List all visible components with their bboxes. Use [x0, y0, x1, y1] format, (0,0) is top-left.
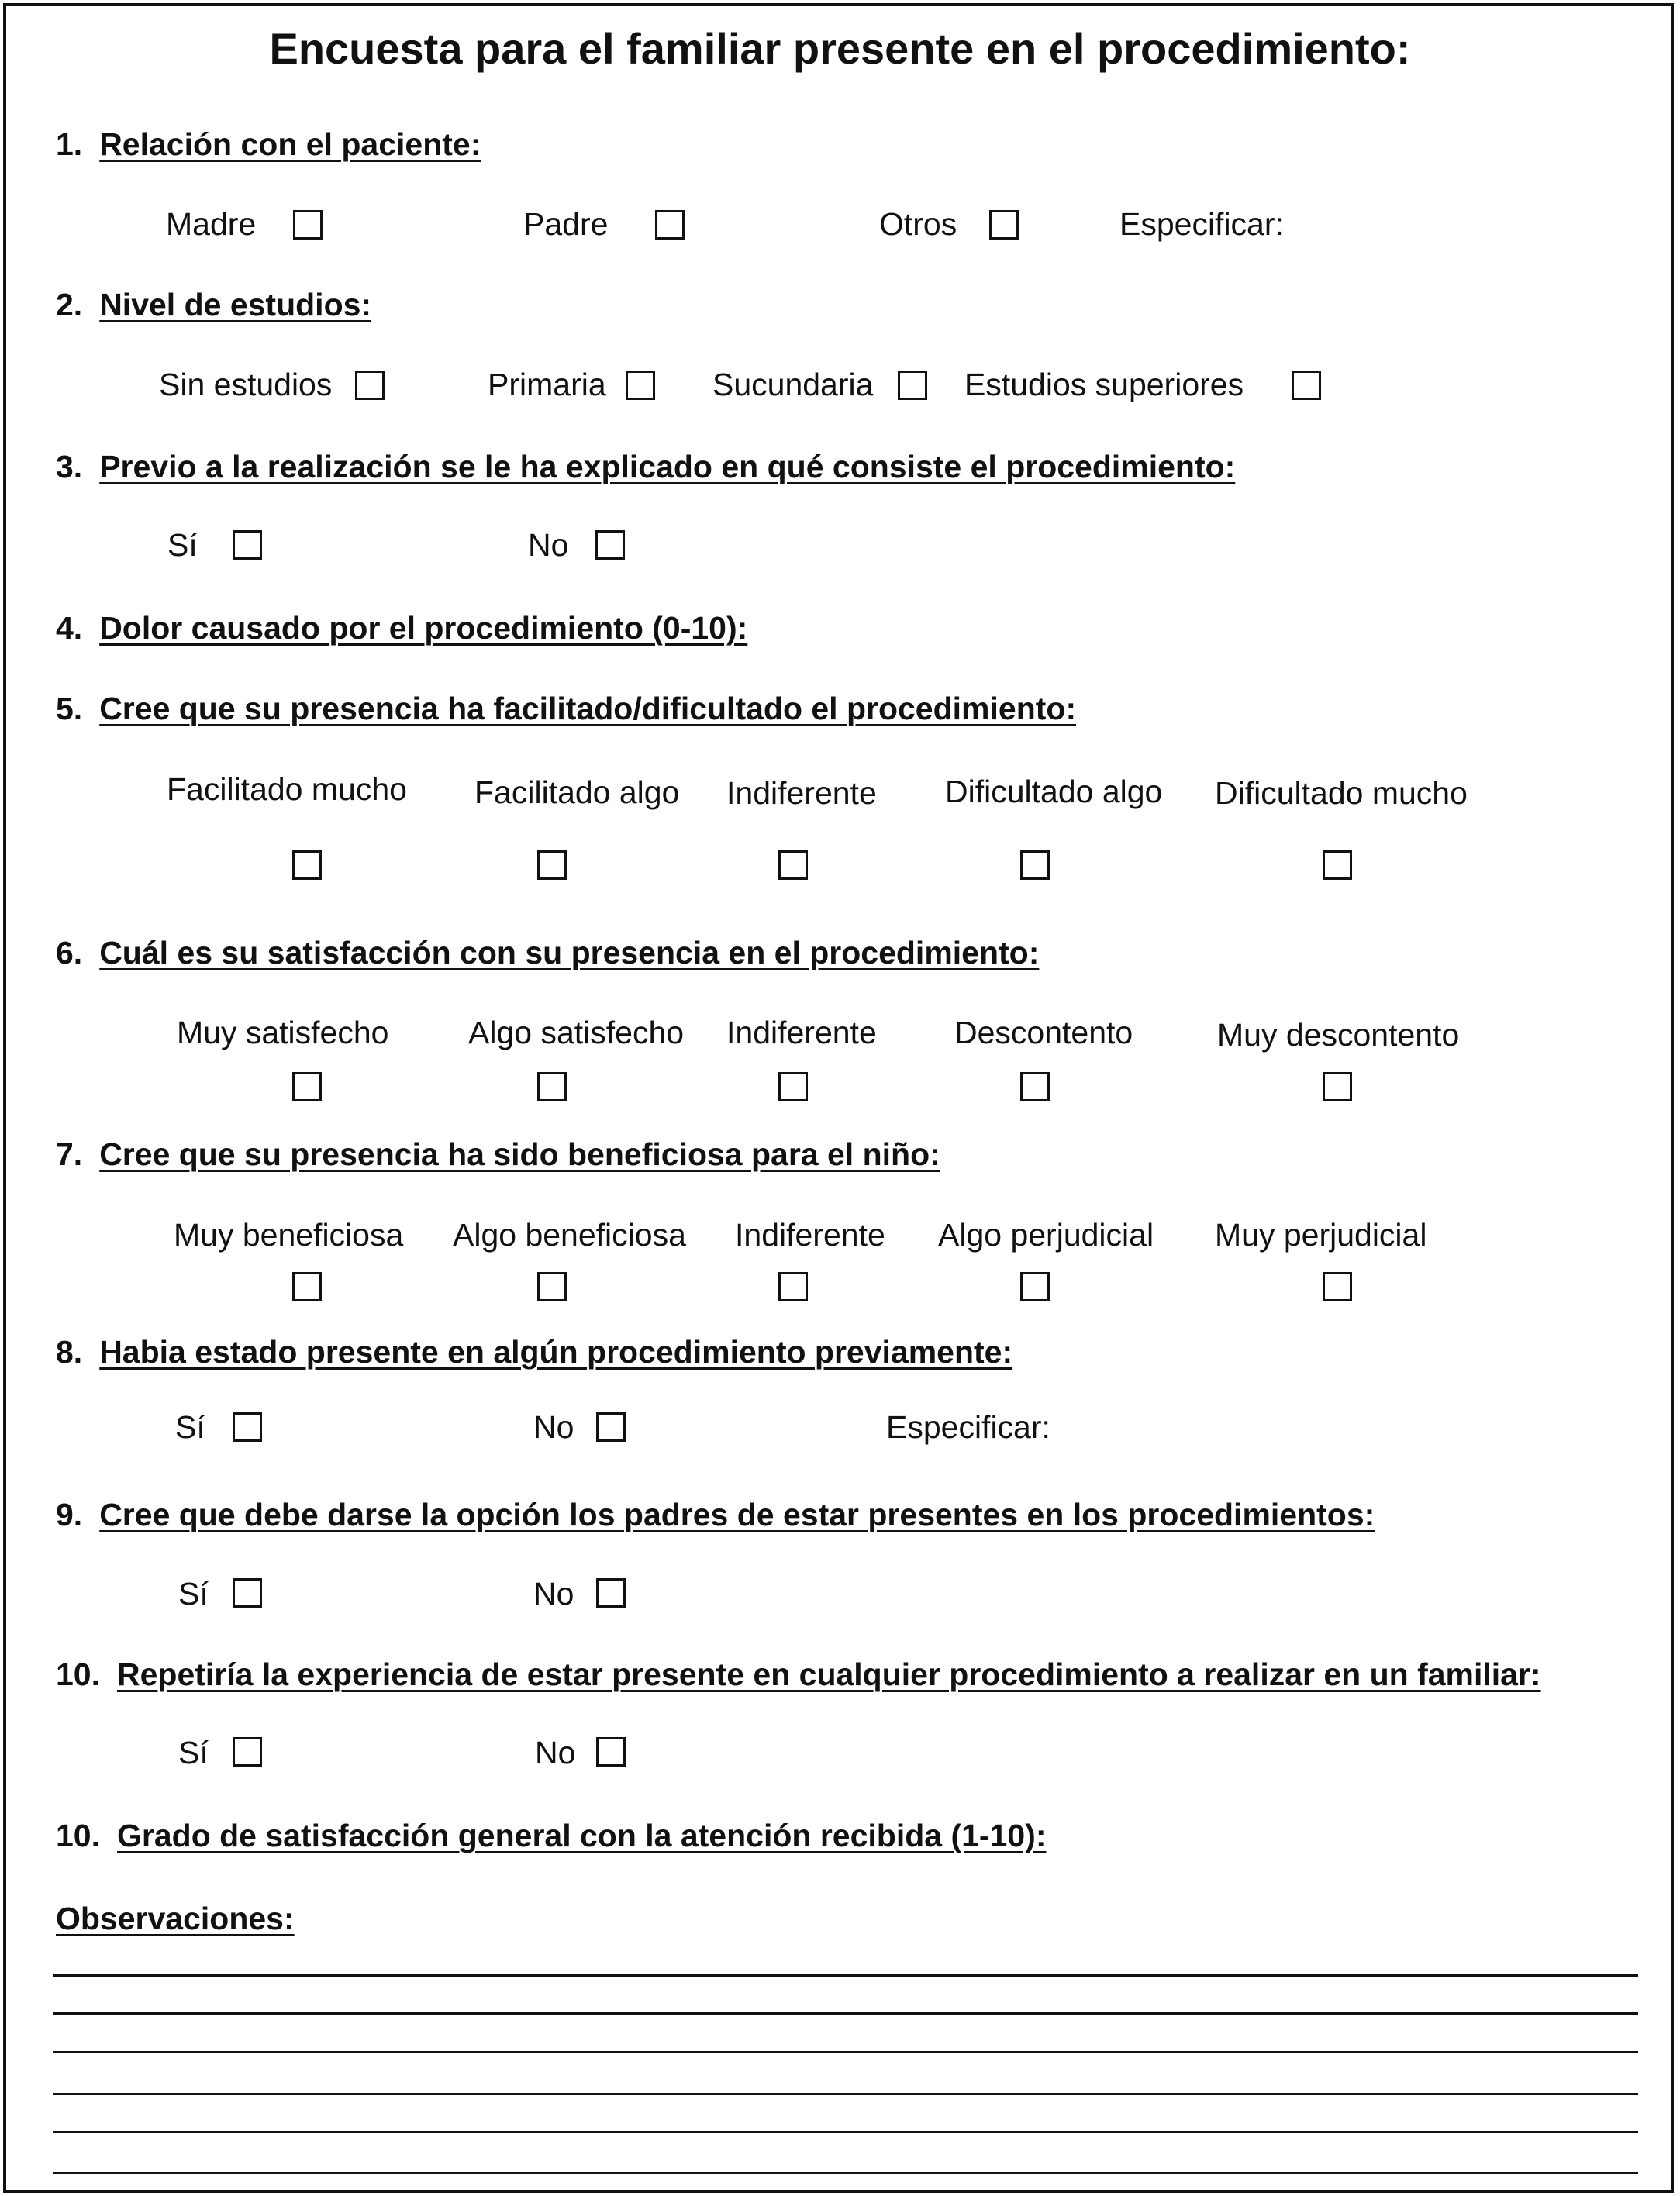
- option-indiferente-label: Indiferente: [726, 1015, 877, 1050]
- option-no-label: No: [535, 1735, 576, 1770]
- option-primaria-label: Primaria: [488, 367, 606, 402]
- question-number: 5.: [56, 691, 83, 726]
- specify-label: Especificar:: [1119, 206, 1284, 242]
- dificultado-mucho-checkbox[interactable]: [1323, 850, 1352, 880]
- question-9: [56, 1497, 1375, 1533]
- facilitado-algo-checkbox[interactable]: [537, 850, 567, 880]
- option-sin-estudios-label: Sin estudios: [159, 367, 333, 402]
- option-algo-perjudicial-label: Algo perjudicial: [938, 1217, 1154, 1253]
- question-3: [56, 449, 1235, 485]
- option-muy-perjudicial-label: Muy perjudicial: [1215, 1217, 1427, 1253]
- si-checkbox[interactable]: [233, 1578, 262, 1608]
- no-checkbox[interactable]: [596, 1737, 626, 1767]
- muy-satisfecho-checkbox[interactable]: [292, 1072, 322, 1101]
- observation-line[interactable]: [53, 2172, 1638, 2174]
- question-text: Habia estado presente en algún procedimiento previamente:: [99, 1334, 1013, 1370]
- indiferente-checkbox[interactable]: [778, 1072, 808, 1101]
- question-6: [56, 935, 1039, 971]
- observations-heading: [56, 1901, 295, 1937]
- dificultado-algo-checkbox[interactable]: [1020, 850, 1050, 880]
- option-si-label: Sí: [167, 527, 198, 563]
- form-border: [3, 3, 1674, 2193]
- option-estudios-superiores-label: Estudios superiores: [964, 367, 1244, 402]
- question-number: 8.: [56, 1334, 83, 1370]
- madre-checkbox[interactable]: [293, 210, 323, 240]
- option-otros-label: Otros: [879, 206, 957, 242]
- si-checkbox[interactable]: [233, 530, 262, 560]
- observation-line[interactable]: [53, 2012, 1638, 2015]
- primaria-checkbox[interactable]: [626, 371, 655, 400]
- padre-checkbox[interactable]: [655, 210, 685, 240]
- question-number: 7.: [56, 1136, 83, 1172]
- option-muy-satisfecho-label: Muy satisfecho: [177, 1015, 389, 1050]
- option-no-label: No: [533, 1576, 574, 1612]
- si-checkbox[interactable]: [233, 1412, 262, 1442]
- muy-beneficiosa-checkbox[interactable]: [292, 1272, 322, 1301]
- si-checkbox[interactable]: [233, 1737, 262, 1767]
- question-10: [56, 1656, 1541, 1693]
- question-7: [56, 1136, 940, 1173]
- muy-descontento-checkbox[interactable]: [1323, 1072, 1352, 1101]
- option-algo-satisfecho-label: Algo satisfecho: [468, 1015, 685, 1050]
- question-number: 4.: [56, 610, 83, 646]
- observation-line[interactable]: [53, 1974, 1638, 1977]
- indiferente-checkbox[interactable]: [778, 850, 808, 880]
- option-no-label: No: [528, 527, 569, 563]
- question-text: Cree que debe darse la opción los padres de estar presentes en los procedimientos:: [99, 1497, 1375, 1532]
- question-text: Cree que su presencia ha facilitado/dificultado el procedimiento:: [99, 691, 1077, 726]
- question-4: [56, 610, 747, 646]
- otros-checkbox[interactable]: [989, 210, 1019, 240]
- question-11: [56, 1818, 1046, 1854]
- form-title: Encuesta para el familiar presente en el procedimiento:: [269, 24, 1411, 73]
- facilitado-mucho-checkbox[interactable]: [292, 850, 322, 880]
- muy-perjudicial-checkbox[interactable]: [1323, 1272, 1352, 1301]
- observation-line[interactable]: [53, 2093, 1638, 2095]
- question-text: Cuál es su satisfacción con su presencia en el procedimiento:: [99, 935, 1040, 970]
- question-number: 10.: [56, 1656, 100, 1692]
- no-checkbox[interactable]: [596, 1412, 626, 1442]
- option-facilitado-algo-label: Facilitado algo: [474, 774, 680, 810]
- question-number: 9.: [56, 1497, 83, 1532]
- question-number: 6.: [56, 935, 83, 970]
- observations-label: Observaciones:: [56, 1901, 295, 1936]
- option-algo-beneficiosa-label: Algo beneficiosa: [453, 1217, 686, 1253]
- question-8: [56, 1334, 1012, 1370]
- option-dificultado-algo-label: Dificultado algo: [945, 774, 1163, 809]
- option-si-label: Sí: [175, 1409, 205, 1445]
- option-indiferente-label: Indiferente: [726, 775, 877, 811]
- option-muy-beneficiosa-label: Muy beneficiosa: [174, 1217, 404, 1253]
- algo-satisfecho-checkbox[interactable]: [537, 1072, 567, 1101]
- question-text: Nivel de estudios:: [99, 287, 372, 322]
- question-number: 3.: [56, 449, 83, 484]
- indiferente-checkbox[interactable]: [778, 1272, 808, 1301]
- question-number: 2.: [56, 287, 83, 322]
- question-5: [56, 691, 1076, 727]
- option-padre-label: Padre: [523, 206, 609, 242]
- question-number: 1.: [56, 126, 83, 162]
- option-secundaria-label: Sucundaria: [712, 367, 874, 402]
- question-text: Repetiría la experiencia de estar presente en cualquier procedimiento a realizar en un familiar:: [117, 1656, 1541, 1692]
- descontento-checkbox[interactable]: [1020, 1072, 1050, 1101]
- question-number: 10.: [56, 1818, 100, 1853]
- question-1: [56, 126, 481, 163]
- question-text: Dolor causado por el procedimiento (0-10):: [99, 610, 748, 646]
- estudios-superiores-checkbox[interactable]: [1292, 371, 1321, 400]
- algo-beneficiosa-checkbox[interactable]: [537, 1272, 567, 1301]
- option-si-label: Sí: [178, 1576, 209, 1612]
- specify-label: Especificar:: [886, 1409, 1050, 1445]
- question-2: [56, 287, 371, 323]
- option-descontento-label: Descontento: [954, 1015, 1133, 1050]
- no-checkbox[interactable]: [595, 530, 625, 560]
- option-si-label: Sí: [178, 1735, 209, 1770]
- option-madre-label: Madre: [166, 206, 257, 242]
- question-text: Grado de satisfacción general con la atención recibida (1-10):: [117, 1818, 1047, 1853]
- question-text: Relación con el paciente:: [99, 126, 481, 162]
- option-facilitado-mucho-label: Facilitado mucho: [167, 771, 407, 807]
- observation-line[interactable]: [53, 2051, 1638, 2053]
- question-text: Previo a la realización se le ha explicado en qué consiste el procedimiento:: [99, 449, 1236, 484]
- question-text: Cree que su presencia ha sido beneficiosa para el niño:: [99, 1136, 940, 1172]
- secundaria-checkbox[interactable]: [898, 371, 927, 400]
- option-dificultado-mucho-label: Dificultado mucho: [1215, 775, 1468, 811]
- option-no-label: No: [533, 1409, 574, 1445]
- algo-perjudicial-checkbox[interactable]: [1020, 1272, 1050, 1301]
- option-indiferente-label: Indiferente: [735, 1217, 885, 1253]
- no-checkbox[interactable]: [596, 1578, 626, 1608]
- sin-estudios-checkbox[interactable]: [355, 371, 385, 400]
- option-muy-descontento-label: Muy descontento: [1217, 1017, 1460, 1053]
- observation-line[interactable]: [53, 2131, 1638, 2133]
